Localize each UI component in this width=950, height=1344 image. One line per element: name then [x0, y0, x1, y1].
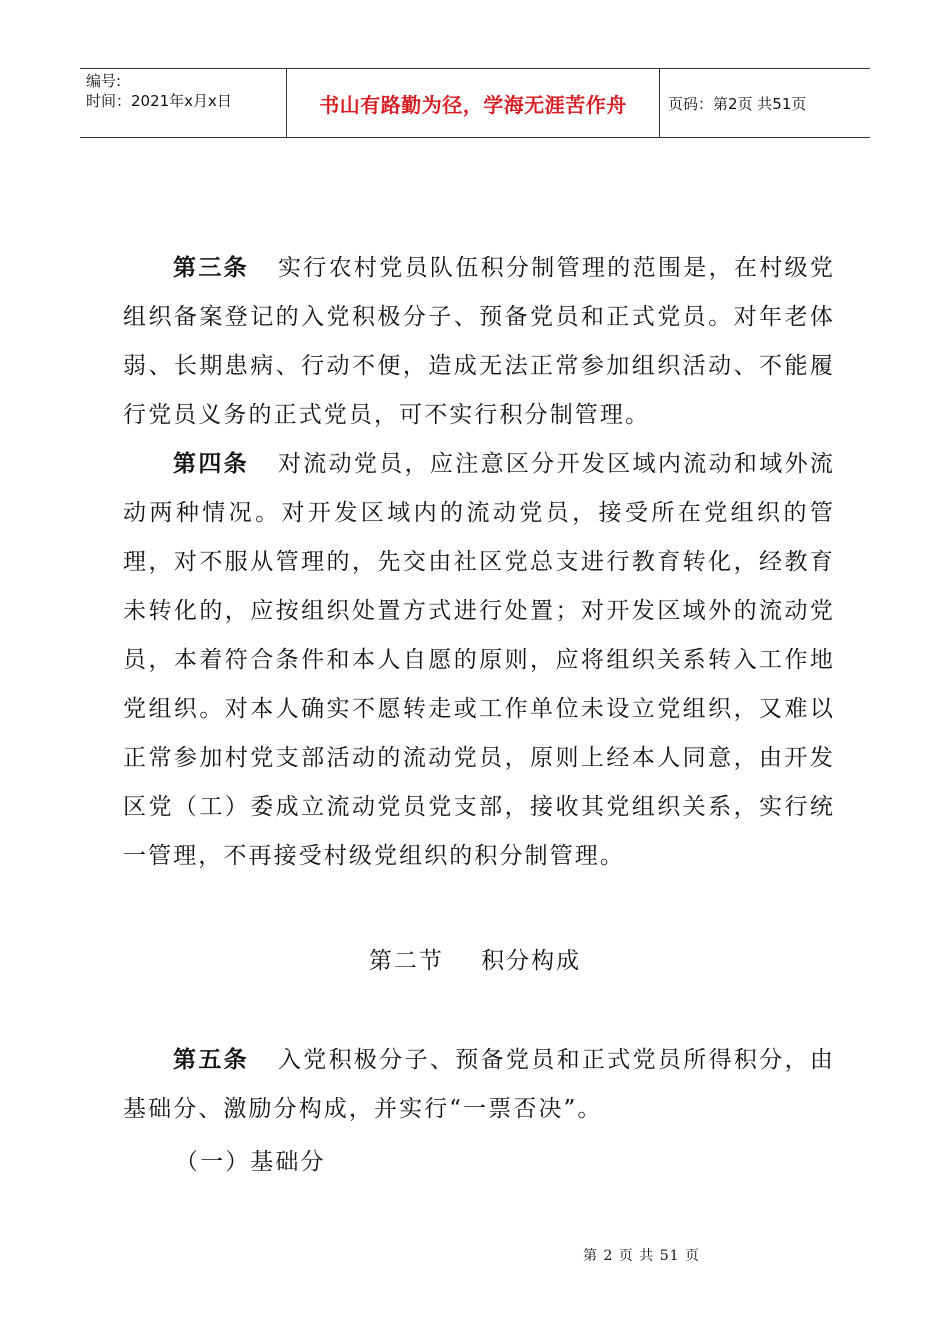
article-3	[123, 244, 835, 440]
article-4-lead: 第四条	[173, 451, 249, 477]
time-label: 时间：2021年x月x日	[86, 92, 232, 110]
number-label: 编号:	[86, 72, 122, 90]
section-title: 第二节 积分构成	[368, 948, 582, 974]
motto: 书山有路勤为径，学海无涯苦作舟	[319, 92, 627, 117]
article-5-text: 入党积极分子、预备党员和正式党员所得积分，由基础分、激励分构成，并实行“一票否决”。	[123, 1047, 835, 1122]
article-4-text: 对流动党员，应注意区分开发区域内流动和域外流动两种情况。对开发区域内的流动党员，接受所在党组织的管理，对不服从管理的，先交由社区党总支进行教育转化，经教育未转化的，应按组织处置方式进行处置；对开发区域外的流动党员，本着符合条件和本人自愿的原则，应将组织关系转入工作地党组织。对本人确实不愿转走或工作单位未设立党组织，又难以正常参加村党支部活动的流动党员，原则上经本人同意，由开发区党（工）委成立流动党员党支部，接收其党组织关系，实行统一管理，不再接受村级党组织的积分制管理。	[123, 451, 835, 869]
article-3-text: 实行农村党员队伍积分制管理的范围是，在村级党组织备案登记的入党积极分子、预备党员和正式党员。对年老体弱、长期患病、行动不便，造成无法正常参加组织活动、不能履行党员义务的正式党员，可不实行积分制管理。	[123, 255, 835, 428]
article-5	[123, 1036, 835, 1134]
header-page-cell	[660, 69, 806, 137]
article-4	[123, 440, 835, 881]
page-label: 页码：第2页 共51页	[668, 94, 807, 113]
article-5-lead: 第五条	[173, 1047, 249, 1073]
article-3-lead: 第三条	[173, 255, 249, 281]
footer-page-number: 第 2 页 共 51 页	[583, 1248, 700, 1264]
header-meta	[80, 69, 286, 137]
page-header	[80, 68, 870, 138]
subheading: （一）基础分	[175, 1149, 326, 1175]
header-motto-cell	[286, 69, 660, 137]
